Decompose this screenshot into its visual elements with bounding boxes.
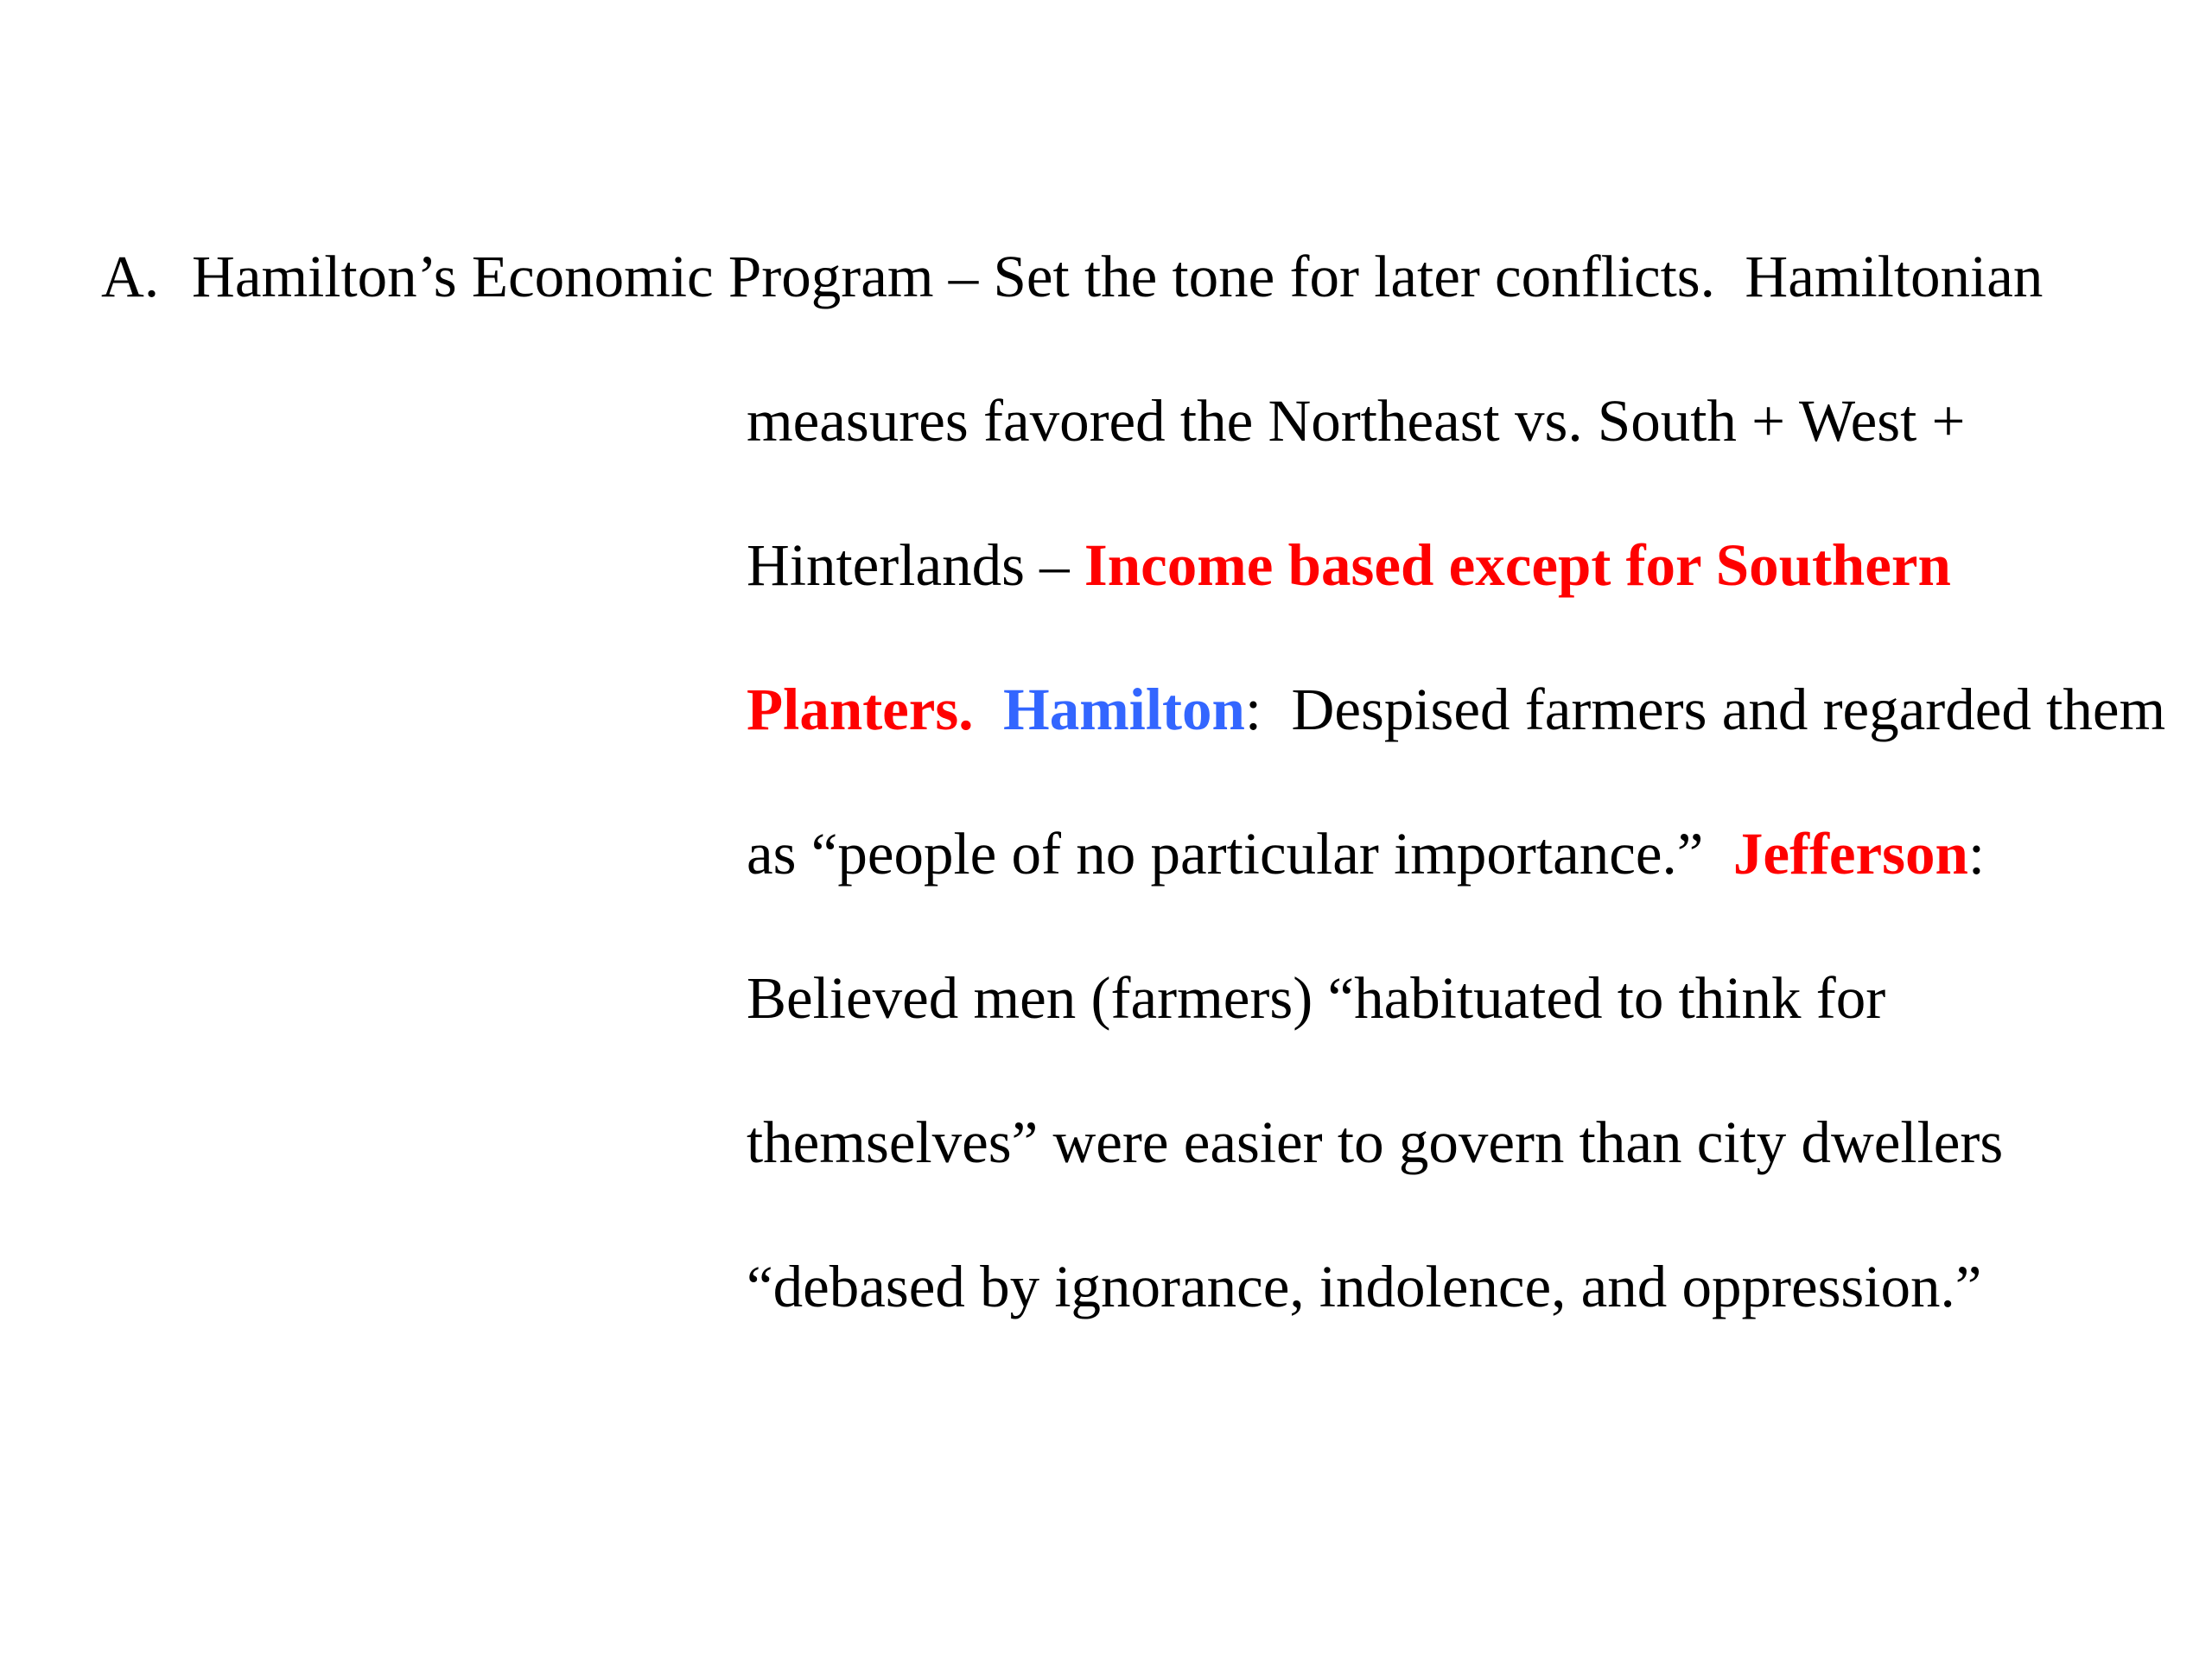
text-line-2 (747, 386, 1965, 455)
line-4-red-emphasis: Planters. (747, 677, 974, 742)
line-8-text: “debased by ignorance, indolence, and oppression.” (747, 1254, 1982, 1319)
text-line-7 (747, 1108, 2003, 1177)
text-line-6 (747, 963, 1885, 1033)
text-line-8 (747, 1252, 1981, 1321)
text-line-3 (747, 531, 1951, 600)
line-3-red-emphasis: Income based except for Southern (1084, 532, 1951, 598)
jefferson-red-emphasis: Jefferson (1732, 821, 1968, 887)
text-line-4 (747, 675, 2165, 744)
line-5-text: as “people of no particular importance.” (747, 821, 1733, 887)
line-3-text: Hinterlands – (747, 532, 1084, 598)
line-4-gap (974, 677, 1004, 742)
line-4-text: : Despised farmers and regarded them (1244, 677, 2166, 742)
text-line-1 (192, 242, 2043, 311)
line-6-text: Believed men (farmers) “habituated to think for (747, 965, 1886, 1031)
list-marker: A. (101, 244, 160, 309)
hamilton-blue-emphasis: Hamilton (1003, 677, 1245, 742)
line-2-text: measures favored the Northeast vs. South + West + (747, 388, 1966, 454)
text-line-5 (747, 819, 1985, 888)
line-1-text: Hamilton’s Economic Program – Set the tone for later conflicts. Hamiltonian (192, 244, 2044, 309)
line-7-text: themselves” were easier to govern than city dwellers (747, 1109, 2004, 1175)
line-5-colon: : (1967, 821, 1986, 887)
